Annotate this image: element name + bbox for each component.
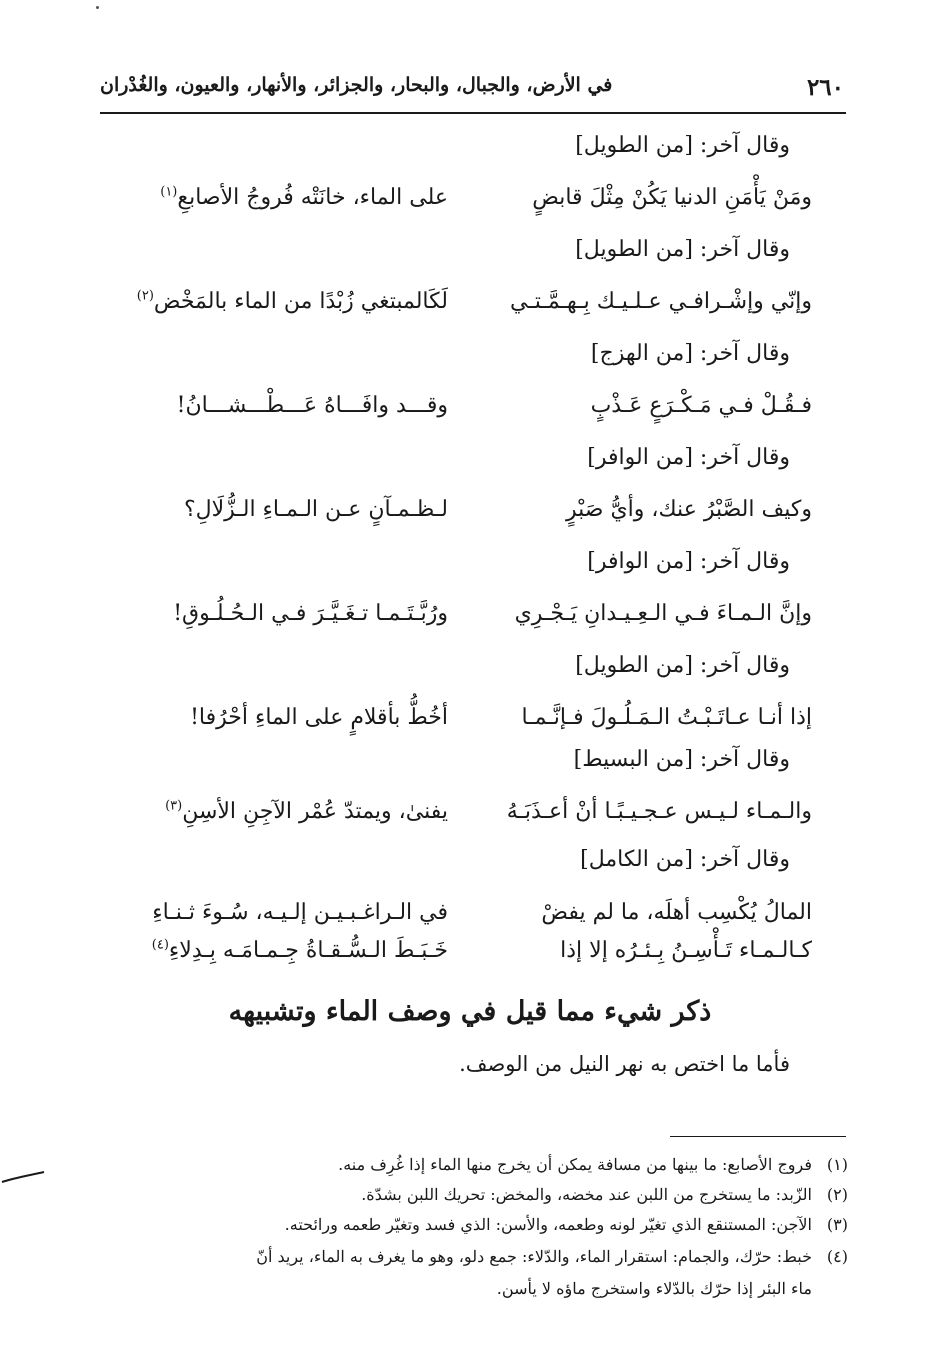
margin-pen-mark xyxy=(0,1166,48,1186)
verse-intro: وقال آخر: [من الطويل] xyxy=(575,133,790,158)
verse-intro: وقال آخر: [من الهزج] xyxy=(590,341,790,366)
verse-intro: وقال آخر: [من الوافر] xyxy=(587,445,790,470)
footnote-number: (٢) xyxy=(826,1185,848,1204)
verse-second-hemistich: وقـــد وافَـــاهُ عَـــطْـــشـــانُ! xyxy=(176,393,448,418)
verse-first-hemistich: وإنّي وإشْـرافـي عـلـيـك بِـهـمَّـتـي xyxy=(509,289,812,314)
verse-second-hemistich: خَـبَـطَ الـسُّـقـاةُ جِـمـامَـه بِـدِلاءِ$^{(٤)}$ xyxy=(151,937,448,963)
footnote-rule xyxy=(670,1136,846,1137)
footnote xyxy=(338,1152,848,1178)
verse-intro: وقال آخر: [من الوافر] xyxy=(587,549,790,574)
footnote-marker: (١) xyxy=(160,184,178,200)
verse-second-hemistich: يفنىٰ، ويمتدّ عُمْر الآجِنِ الأسِنِ$^{(٣)}$ xyxy=(165,798,448,824)
verse-second-hemistich: ورُبَّـتَـمـا تـغَـيَّـرَ فـي الـحُـلُـوقِ! xyxy=(173,601,448,626)
footnote-text: الزّبد: ما يستخرج من اللبن عند مخضه، والمخض: تحريك اللبن بشدّة. xyxy=(361,1185,812,1204)
verse-first-hemistich: إذا أنـا عـاتَـبْـتُ الـمَـلُـولَ فـإنَّـمـا xyxy=(521,705,812,730)
verse-intro: وقال آخر: [من الكامل] xyxy=(580,847,790,872)
footnote xyxy=(285,1212,848,1238)
verse-first-hemistich: المالُ يُكْسِب أهلَه، ما لم يفضْ xyxy=(541,900,812,925)
footnote-text: فروج الأصابع: ما بينها من مسافة يمكن أن يخرج منها الماء إذا غُرِف منه. xyxy=(338,1155,812,1174)
section-heading: ذكر شيء مما قيل في وصف الماء وتشبيهه xyxy=(228,996,712,1027)
verse-first-hemistich: وكيف الصَّبْرُ عنك، وأيُّ صَبْرٍ xyxy=(566,497,812,522)
footnote-text: خبط: حرّك، والجمام: استقرار الماء، والدّلاء: جمع دلو، وهو ما يغرف به الماء، يريد أنّ xyxy=(256,1247,812,1266)
verse-first-hemistich: وإنَّ الـمـاءَ فـي الـعِـيـدانِ يَـجْـرِي xyxy=(514,601,812,626)
footnote-marker: (٣) xyxy=(165,798,183,814)
running-title: في الأرض، والجبال، والبحار، والجزائر، والأنهار، والعيون، والغُدْران xyxy=(100,74,613,96)
footnote-text: الآجن: المستنقع الذي تغيّر لونه وطعمه، والأسن: الذي فسد وتغيّر طعمه ورائحته. xyxy=(284,1215,812,1234)
verse-first-hemistich: ومَنْ يَأْمَنِ الدنيا يَكُنْ مِثْلَ قابضٍ xyxy=(532,185,812,210)
footnote xyxy=(256,1244,848,1270)
header-rule xyxy=(100,112,846,114)
footnote-number: (٤) xyxy=(826,1247,848,1266)
scan-speck xyxy=(96,6,99,9)
footnote-continuation: ماء البئر إذا حرّك بالدّلاء واستخرج ماؤه لا يأسن. xyxy=(496,1279,812,1298)
verse-second-hemistich: على الماء، خانَتْه فُروجُ الأصابعِ$^{(١)}$ xyxy=(160,184,448,210)
verse-intro: وقال آخر: [من الطويل] xyxy=(575,653,790,678)
verse-second-hemistich: لـظـمـآنٍ عـن الـمـاءِ الـزُّلَالِ؟ xyxy=(183,497,448,522)
footnote xyxy=(361,1182,848,1208)
footnote-number: (٣) xyxy=(826,1215,848,1234)
verse-first-hemistich: والـمـاء لـيـس عـجـيـبًـا أنْ أعـذَبَـهُ xyxy=(506,799,812,824)
page-number: ٢٦٠ xyxy=(806,74,844,101)
verse-second-hemistich: أخُطُّ بأقلامٍ على الماءِ أحْرُفا! xyxy=(190,705,448,730)
verse-second-hemistich: في الـراغـبـيـن إلـيـه، سُـوءَ ثـنـاءِ xyxy=(152,900,448,925)
verse-second-hemistich: لَكَالمبتغي زُبْدًا من الماء بالمَخْض$^{(٢)}$ xyxy=(136,288,448,314)
verse-intro: وقال آخر: [من البسيط] xyxy=(573,747,790,772)
body-paragraph: فأما ما اختص به نهر النيل من الوصف. xyxy=(459,1052,790,1076)
verse-first-hemistich: كـالـمـاء تَـأْسِـنُ بِـئـرُه إلا إذا xyxy=(560,938,812,963)
verse-intro: وقال آخر: [من الطويل] xyxy=(575,237,790,262)
footnote-marker: (٤) xyxy=(151,937,169,953)
footnote-number: (١) xyxy=(826,1155,848,1174)
running-header xyxy=(100,74,846,110)
verse-first-hemistich: فـقُـلْ فـي مَـكْـرَعٍ عَـذْبٍ xyxy=(590,393,812,418)
footnote-marker: (٢) xyxy=(136,288,154,304)
